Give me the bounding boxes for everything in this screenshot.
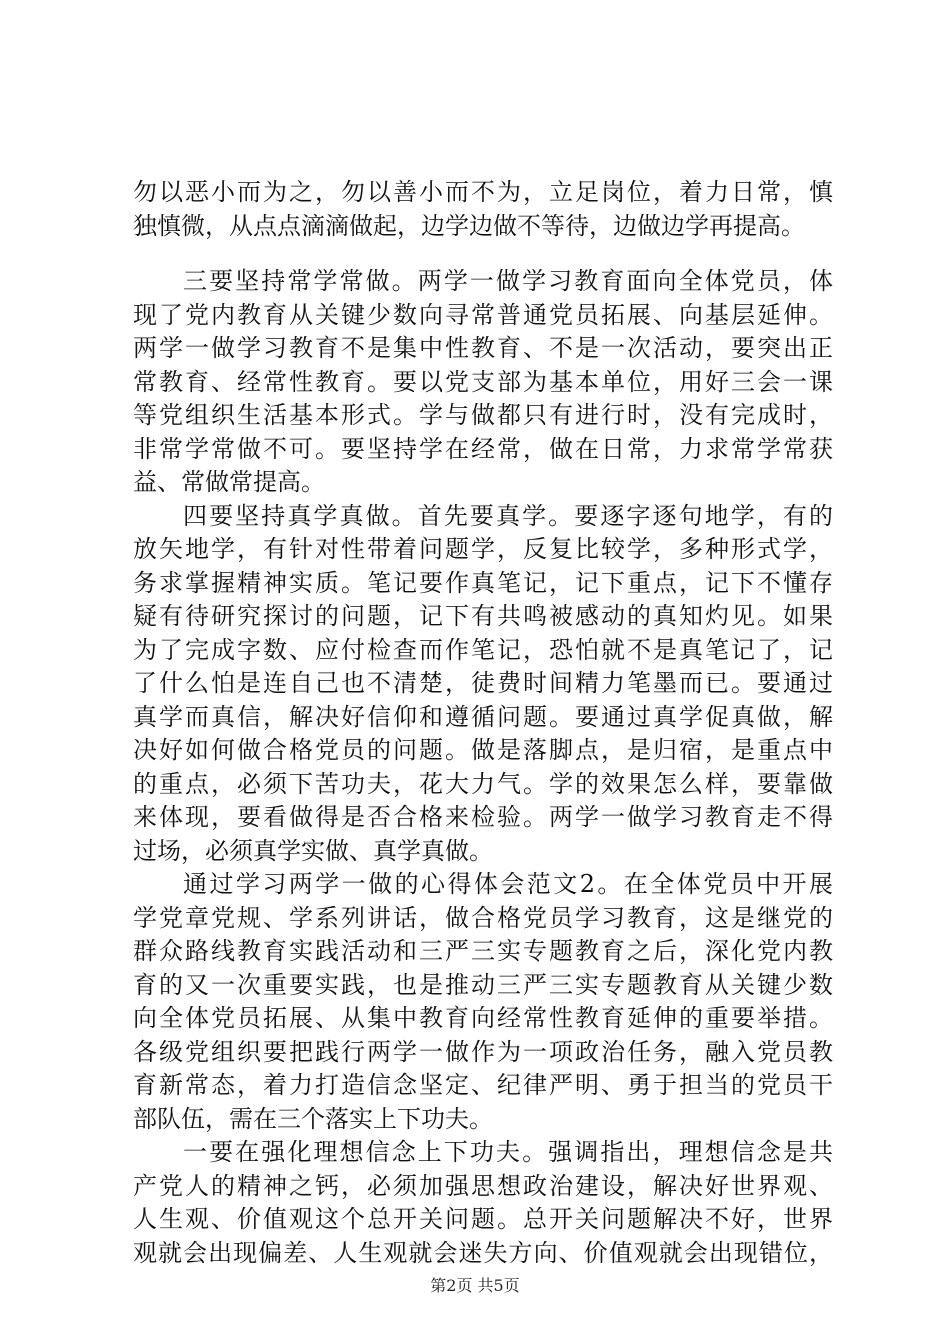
- text-line: 人生观、价值观这个总开关问题。总开关问题解决不好，世界: [133, 1205, 833, 1233]
- text-line: 向全体党员拓展、从集中教育向经常性教育延伸的重要举措。: [133, 1004, 833, 1032]
- text-line: 三要坚持常学常做。两学一做学习教育面向全体党员，体: [183, 267, 833, 295]
- text-line: 勿以恶小而为之，勿以善小而不为，立足岗位，着力日常，慎: [133, 178, 833, 206]
- text-line: 观就会出现偏差、人生观就会迷失方向、价值观就会出现错位，: [133, 1238, 833, 1267]
- text-line: 育的又一次重要实践，也是推动三严三实专题教育从关键少数: [133, 970, 833, 999]
- paragraph: [133, 176, 833, 243]
- text-line: 为了完成字数、应付检查而作笔记，恐怕就不是真笔记了，记: [133, 635, 833, 664]
- text-line: 部队伍，需在三个落实上下功夫。: [133, 1104, 493, 1133]
- text-line: 两学一做学习教育不是集中性教育、不是一次活动，要突出正: [133, 334, 833, 362]
- text-line: 非常学常做不可。要坚持学在经常，做在日常，力求常学常获: [133, 434, 833, 463]
- text-line: 益、常做常提高。: [133, 468, 325, 496]
- text-line: 育新常态，着力打造信念坚定、纪律严明、勇于担当的党员干: [133, 1071, 833, 1099]
- text-line: 的重点，必须下苦功夫，花大力气。学的效果怎么样，要靠做: [133, 769, 833, 798]
- text-line: 务求掌握精神实质。笔记要作真笔记，记下重点，记下不懂存: [133, 568, 833, 597]
- text-line: 等党组织生活基本形式。学与做都只有进行时，没有完成时，: [133, 401, 833, 429]
- text-line: 四要坚持真学真做。首先要真学。要逐字逐句地学，有的: [183, 501, 833, 530]
- text-line: 疑有待研究探讨的问题，记下有共鸣被感动的真知灼见。如果: [133, 602, 833, 630]
- text-line: 产党人的精神之钙，必须加强思想政治建设，解决好世界观、: [133, 1171, 833, 1200]
- paragraph: [133, 1136, 833, 1270]
- text-line: 通过学习两学一做的心得体会范文2。在全体党员中开展: [183, 870, 833, 898]
- text-line: 现了党内教育从关键少数向寻常普通党员拓展、向基层延伸。: [133, 300, 833, 329]
- text-line: 决好如何做合格党员的问题。做是落脚点，是归宿，是重点中: [133, 736, 833, 764]
- text-line: 了什么怕是连自己也不清楚，徒费时间精力笔墨而已。要通过: [133, 669, 833, 697]
- paragraph: [133, 868, 833, 1136]
- text-line: 各级党组织要把践行两学一做作为一项政治任务，融入党员教: [133, 1037, 833, 1066]
- page-number-footer: 第2页 共5页: [430, 1276, 520, 1295]
- text-line: 一要在强化理想信念上下功夫。强调指出，理想信念是共: [183, 1138, 833, 1166]
- paragraph-gap: [133, 243, 833, 265]
- text-line: 来体现，要看做得是否合格来检验。两学一做学习教育走不得: [133, 803, 833, 831]
- text-line: 独慎微，从点点滴滴做起，边学边做不等待，边做边学再提高。: [133, 211, 805, 240]
- text-line: 群众路线教育实践活动和三严三实专题教育之后，深化党内教: [133, 937, 833, 965]
- document-body: [133, 176, 833, 1270]
- paragraph: [133, 265, 833, 500]
- text-line: 放矢地学，有针对性带着问题学，反复比较学，多种形式学，: [133, 535, 833, 563]
- text-line: 学党章党规、学系列讲话，做合格党员学习教育，这是继党的: [133, 903, 833, 932]
- text-line: 常教育、经常性教育。要以党支部为基本单位，用好三会一课: [133, 367, 833, 396]
- paragraph: [133, 500, 833, 869]
- text-line: 真学而真信，解决好信仰和遵循问题。要通过真学促真做，解: [133, 702, 833, 731]
- text-line: 过场，必须真学实做、真学真做。: [133, 836, 493, 865]
